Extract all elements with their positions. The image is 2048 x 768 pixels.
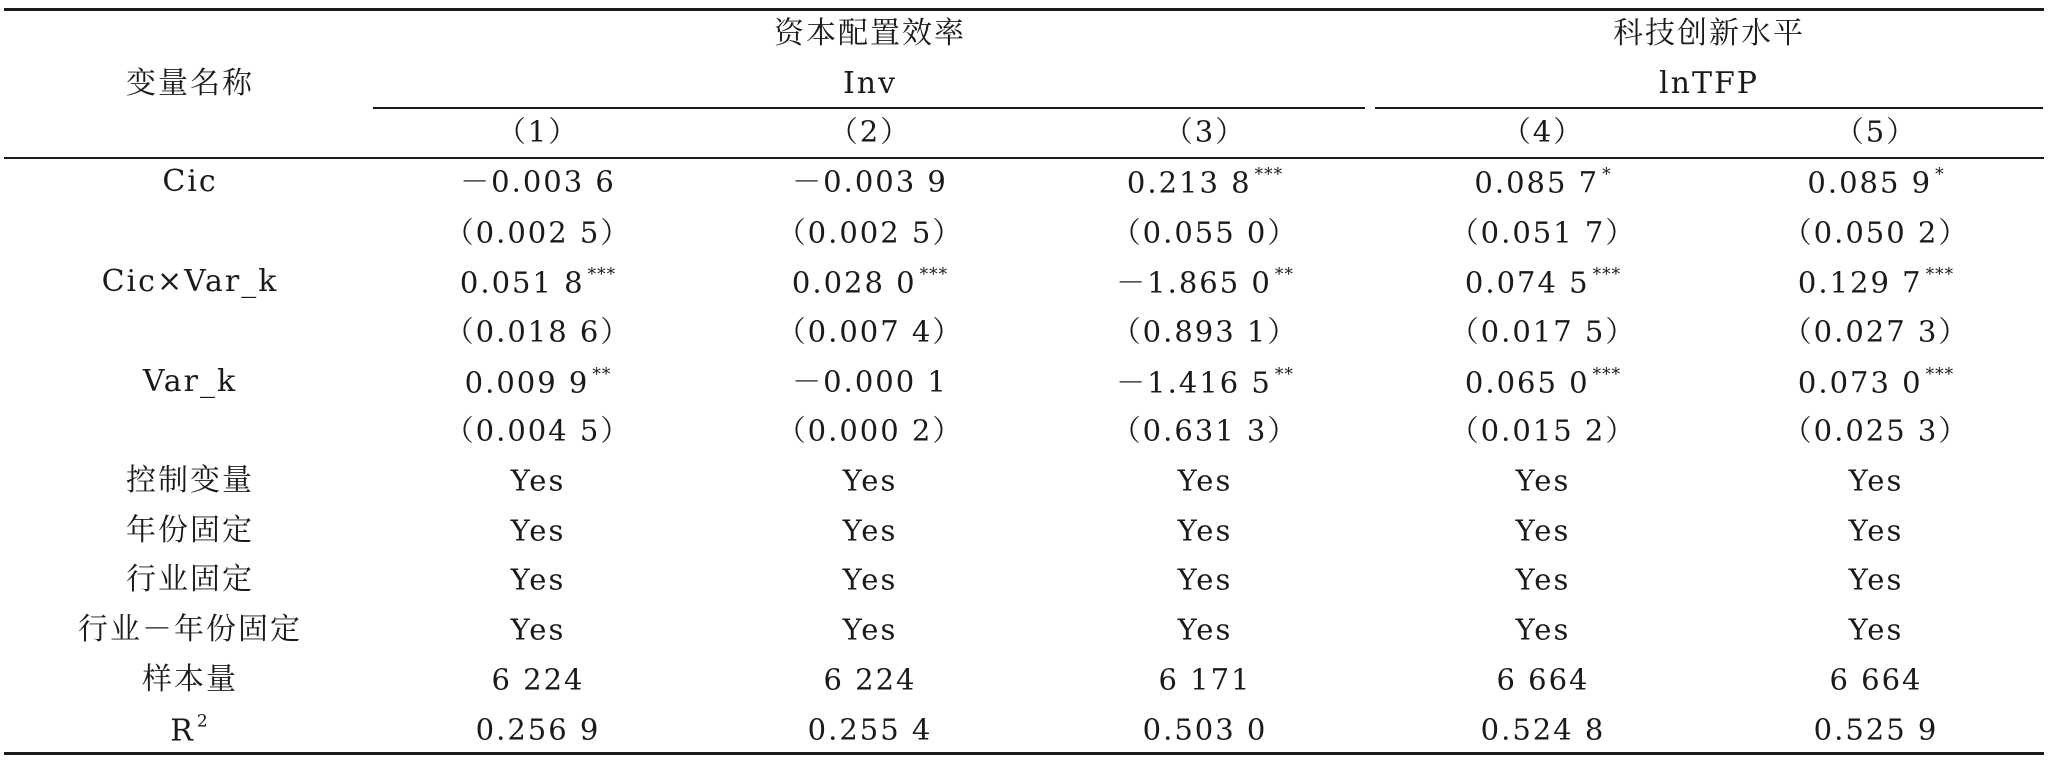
cell-value: Yes [1848, 612, 1904, 647]
row-label [142, 662, 238, 697]
table-cell [1848, 513, 1904, 548]
row-label-text: 样本量 [142, 662, 238, 697]
cell-value: 0.085 7 [1474, 165, 1600, 200]
significance-stars: *** [587, 264, 617, 285]
cell-value: （0.007 4） [776, 314, 964, 349]
table-cell [1111, 314, 1299, 349]
table-cell [510, 513, 566, 548]
table-cell [791, 264, 949, 300]
significance-stars: *** [1925, 364, 1955, 385]
table-cell [475, 712, 601, 747]
table-cell [1496, 662, 1590, 697]
group-title-tech-innovation: 科技创新水平 [1613, 16, 1805, 51]
table-top-rule [4, 8, 2044, 11]
cell-value: 0.524 8 [1480, 712, 1606, 747]
table-cell [1797, 364, 1955, 400]
column-header: （4） [1501, 114, 1585, 149]
column-header: （2） [828, 114, 912, 149]
group-rule-right [1375, 107, 2043, 109]
cell-value: 6 224 [823, 662, 917, 697]
table-cell [1515, 463, 1571, 498]
table-cell [1177, 463, 1233, 498]
cell-value: 0.525 9 [1813, 712, 1939, 747]
row-label-text: Cic [162, 164, 218, 199]
table-cell [510, 612, 566, 647]
row-label [162, 164, 218, 199]
significance-stars: *** [1925, 264, 1955, 285]
table-cell [1515, 513, 1571, 548]
table-cell [842, 562, 898, 597]
cell-value: （0.002 5） [776, 215, 964, 250]
cell-value: Yes [1177, 612, 1233, 647]
cell-value: 0.073 0 [1797, 365, 1923, 400]
significance-stars: ** [1274, 364, 1294, 385]
cell-value: Yes [510, 463, 566, 498]
row-label [142, 364, 238, 399]
cell-value: 0.256 9 [475, 712, 601, 747]
table-cell [842, 612, 898, 647]
table-cell [460, 164, 616, 199]
table-cell [1782, 215, 1970, 250]
cell-value: 0.085 9 [1807, 165, 1933, 200]
cell-value: （0.002 5） [444, 215, 632, 250]
table-cell [1515, 562, 1571, 597]
cell-value: （0.051 7） [1449, 215, 1637, 250]
table-cell [1177, 562, 1233, 597]
column-header: （1） [496, 114, 580, 149]
table-cell [1126, 164, 1284, 200]
table-cell [491, 662, 585, 697]
row-label-text: 行业－年份固定 [78, 612, 302, 647]
cell-value: Yes [510, 612, 566, 647]
table-cell [792, 164, 948, 199]
group-var-inv: Inv [842, 66, 898, 101]
table-cell [1782, 413, 1970, 448]
row-label [101, 264, 279, 299]
row-label [126, 513, 254, 548]
group-title-capital-allocation: 资本配置效率 [774, 16, 966, 51]
cell-value: Yes [1177, 463, 1233, 498]
cell-value: －0.003 6 [460, 164, 616, 199]
cell-value: Yes [1515, 562, 1571, 597]
group-var-lntfp: lnTFP [1659, 66, 1759, 101]
table-cell [510, 463, 566, 498]
table-cell [459, 264, 617, 300]
cell-value: （0.027 3） [1782, 314, 1970, 349]
cell-value: 0.213 8 [1126, 165, 1252, 200]
cell-value: 6 664 [1829, 662, 1923, 697]
table-cell [510, 562, 566, 597]
table-cell [823, 662, 917, 697]
table-cell [1449, 413, 1637, 448]
table-cell [1111, 413, 1299, 448]
cell-value: 6 664 [1496, 662, 1590, 697]
column-header: （3） [1163, 114, 1247, 149]
table-cell [1480, 712, 1606, 747]
table-cell [776, 314, 964, 349]
cell-value: （0.025 3） [1782, 413, 1970, 448]
table-cell [1474, 164, 1612, 200]
row-label-text: 年份固定 [126, 513, 254, 548]
cell-value: Yes [842, 463, 898, 498]
row-label-text: R [170, 713, 195, 749]
table-cell [1449, 215, 1637, 250]
table-cell [1797, 264, 1955, 300]
table-cell [1449, 314, 1637, 349]
cell-value: Yes [1848, 463, 1904, 498]
header-bottom-rule [4, 157, 2044, 159]
row-label [126, 463, 254, 498]
table-cell [1177, 612, 1233, 647]
cell-value: 0.503 0 [1142, 712, 1268, 747]
cell-value: －1.865 0 [1116, 265, 1272, 300]
row-label [170, 711, 210, 749]
cell-value: Yes [1515, 612, 1571, 647]
cell-value: －0.000 1 [792, 364, 948, 399]
table-cell [807, 712, 933, 747]
table-cell [444, 314, 632, 349]
cell-value: （0.017 5） [1449, 314, 1637, 349]
cell-value: Yes [842, 513, 898, 548]
table-cell [792, 364, 948, 399]
cell-value: 0.051 8 [459, 265, 585, 300]
table-cell [444, 215, 632, 250]
table-cell [842, 463, 898, 498]
row-label-text: Cic×Var_k [101, 264, 279, 299]
significance-stars: *** [1592, 364, 1622, 385]
row-label-superscript: 2 [196, 711, 210, 732]
cell-value: （0.055 0） [1111, 215, 1299, 250]
row-label-text: 行业固定 [126, 562, 254, 597]
cell-value: （0.631 3） [1111, 413, 1299, 448]
table-bottom-rule [4, 752, 2044, 755]
table-cell [1782, 314, 1970, 349]
table-cell [464, 364, 612, 400]
row-label-text: Var_k [142, 364, 238, 399]
table-cell [776, 413, 964, 448]
significance-stars: ** [1274, 264, 1294, 285]
table-cell [1464, 264, 1622, 300]
table-cell [776, 215, 964, 250]
table-cell [1515, 612, 1571, 647]
cell-value: Yes [842, 562, 898, 597]
cell-value: Yes [1515, 463, 1571, 498]
cell-value: 0.009 9 [464, 365, 590, 400]
significance-stars: ** [592, 364, 612, 385]
cell-value: Yes [1848, 513, 1904, 548]
table-cell [1829, 662, 1923, 697]
cell-value: Yes [1177, 513, 1233, 548]
group-rule-left [373, 107, 1365, 109]
significance-stars: *** [919, 264, 949, 285]
table-cell [1848, 463, 1904, 498]
table-cell [1813, 712, 1939, 747]
row-label-text: 控制变量 [126, 463, 254, 498]
table-cell [1848, 562, 1904, 597]
row-label [126, 562, 254, 597]
significance-stars: * [1602, 164, 1612, 185]
table-cell [1142, 712, 1268, 747]
cell-value: 6 224 [491, 662, 585, 697]
row-header-label: 变量名称 [126, 66, 254, 101]
cell-value: （0.015 2） [1449, 413, 1637, 448]
cell-value: Yes [1848, 562, 1904, 597]
cell-value: （0.050 2） [1782, 215, 1970, 250]
significance-stars: * [1935, 164, 1945, 185]
cell-value: Yes [510, 562, 566, 597]
cell-value: －0.003 9 [792, 164, 948, 199]
table-cell [1464, 364, 1622, 400]
cell-value: 6 171 [1158, 662, 1252, 697]
significance-stars: *** [1592, 264, 1622, 285]
table-cell [1116, 264, 1294, 300]
cell-value: （0.893 1） [1111, 314, 1299, 349]
table-cell [842, 513, 898, 548]
cell-value: Yes [1515, 513, 1571, 548]
table-cell [1158, 662, 1252, 697]
cell-value: －1.416 5 [1116, 365, 1272, 400]
table-cell [1111, 215, 1299, 250]
cell-value: 0.028 0 [791, 265, 917, 300]
cell-value: （0.018 6） [444, 314, 632, 349]
cell-value: 0.129 7 [1797, 265, 1923, 300]
cell-value: Yes [510, 513, 566, 548]
cell-value: （0.000 2） [776, 413, 964, 448]
table-cell [1177, 513, 1233, 548]
row-label [78, 612, 302, 647]
table-cell [1848, 612, 1904, 647]
table-cell [444, 413, 632, 448]
column-header: （5） [1834, 114, 1918, 149]
cell-value: 0.065 0 [1464, 365, 1590, 400]
cell-value: 0.074 5 [1464, 265, 1590, 300]
table-cell [1116, 364, 1294, 400]
cell-value: 0.255 4 [807, 712, 933, 747]
significance-stars: *** [1254, 164, 1284, 185]
cell-value: Yes [1177, 562, 1233, 597]
table-cell [1807, 164, 1945, 200]
cell-value: Yes [842, 612, 898, 647]
cell-value: （0.004 5） [444, 413, 632, 448]
